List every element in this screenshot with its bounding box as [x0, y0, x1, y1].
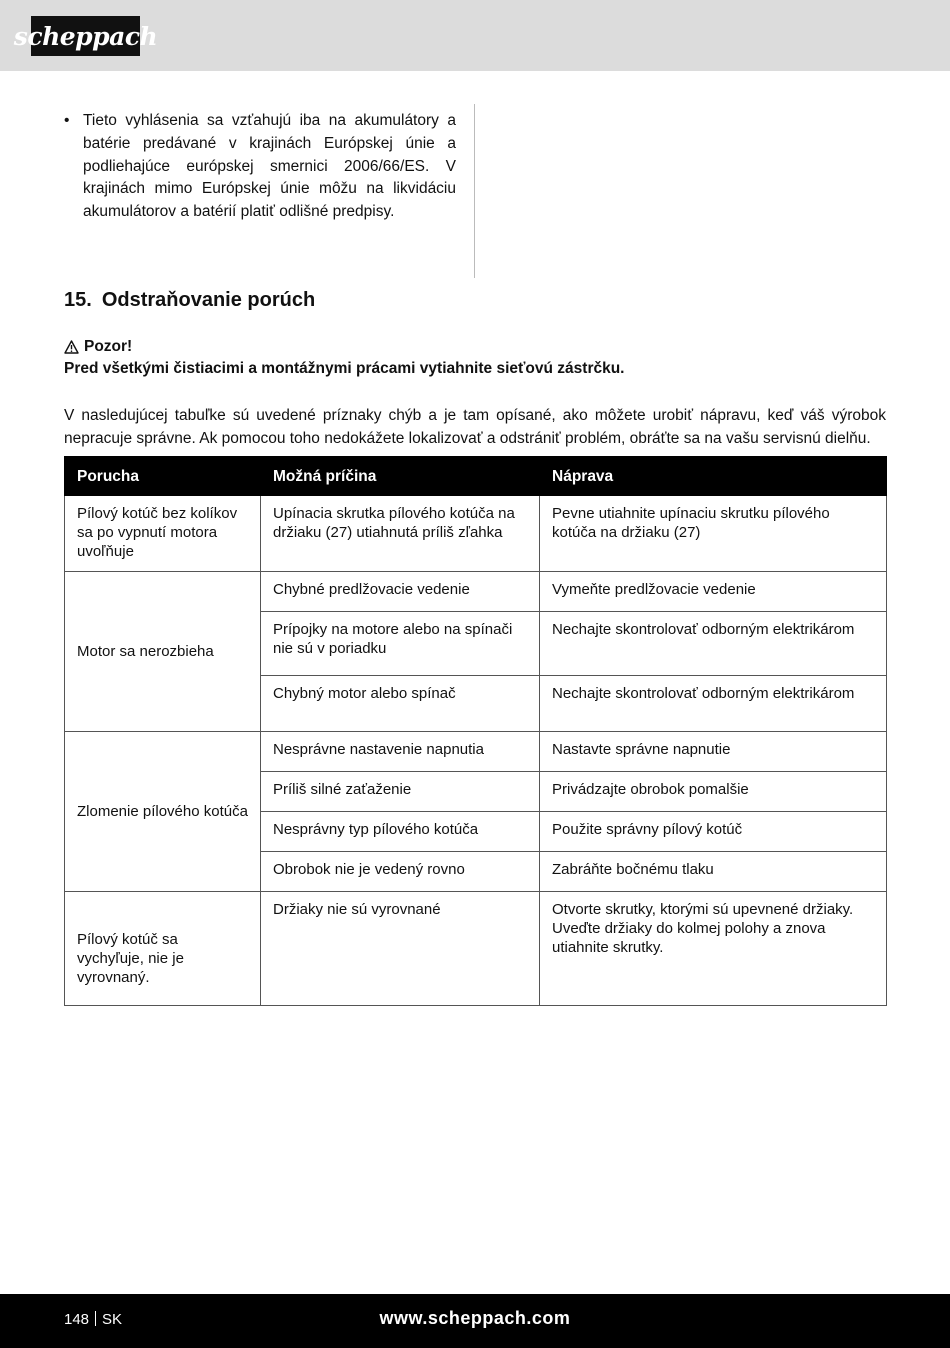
- warning-triangle-icon: [64, 340, 79, 354]
- remedy-cell: Použite správny pílový kotúč: [540, 812, 887, 852]
- warning-text: Pred všetkými čistiacimi a montážnymi prácami vytiahnite sieťovú zástrčku.: [64, 360, 625, 377]
- intro-notice: [64, 110, 456, 224]
- table-header-row: [65, 457, 887, 496]
- column-header-fault: Porucha: [65, 457, 261, 496]
- cause-cell: Nesprávny typ pílového kotúča: [261, 812, 540, 852]
- table-row: [65, 892, 887, 1006]
- intro-text: Tieto vyhlásenia sa vzťahujú iba na akumulátory a batérie predávané v krajinách Európskej únie a podliehajúce európskej smernici 2006/66/ES. V krajinách mimo Európskej únie môžu na likvidáciu akumulátorov a batérií platiť odlišné predpisy.: [83, 112, 456, 221]
- column-header-cause: Možná príčina: [261, 457, 540, 496]
- language-code: SK: [102, 1311, 123, 1328]
- fault-cell: Pílový kotúč bez kolíkov sa po vypnutí motora uvoľňuje: [65, 496, 261, 572]
- scheppach-logo: scheppach: [31, 16, 140, 56]
- section-heading: [64, 289, 315, 312]
- cause-cell: Držiaky nie sú vyrovnané: [261, 892, 540, 1006]
- cause-cell: Prípojky na motore alebo na spínači nie sú v poriadku: [261, 612, 540, 676]
- remedy-cell: Otvorte skrutky, ktorými sú upevnené držiaky. Uveďte držiaky do kolmej polohy a znova utiahnite skrutky.: [540, 892, 887, 1006]
- cause-cell: Príliš silné zaťaženie: [261, 772, 540, 812]
- table-row: [65, 496, 887, 572]
- fault-cell: Zlomenie pílového kotúča: [65, 732, 261, 892]
- fault-cell: Pílový kotúč sa vychyľuje, nie je vyrovnaný.: [65, 892, 261, 1006]
- cause-cell: Chybné predlžovacie vedenie: [261, 572, 540, 612]
- cause-cell: Nesprávne nastavenie napnutia: [261, 732, 540, 772]
- column-divider: [474, 104, 475, 278]
- remedy-cell: Nechajte skontrolovať odborným elektrikárom: [540, 612, 887, 676]
- bullet-icon: •: [64, 112, 70, 129]
- remedy-cell: Nechajte skontrolovať odborným elektrikárom: [540, 676, 887, 732]
- troubleshooting-table: [64, 456, 887, 1006]
- warning-title: Pozor!: [84, 338, 133, 355]
- remedy-cell: Privádzajte obrobok pomalšie: [540, 772, 887, 812]
- page-number: 148: [64, 1311, 90, 1328]
- page-footer: [0, 1294, 950, 1348]
- section-title: Odstraňovanie porúch: [101, 289, 316, 311]
- warning-heading: [64, 338, 132, 356]
- section-number: 15.: [64, 289, 92, 311]
- troubleshooting-intro: V nasledujúcej tabuľke sú uvedené príznaky chýb a je tam opísané, ako môžete urobiť nápravu, keď váš výrobok nepracuje správne. Ak pomocou toho nedokážete lokalizovať a odstrániť problém, obráťte sa na vašu servisnú dielňu.: [64, 407, 886, 447]
- cause-cell: Chybný motor alebo spínač: [261, 676, 540, 732]
- remedy-cell: Zabráňte bočnému tlaku: [540, 852, 887, 892]
- page-header: [0, 0, 950, 71]
- cause-cell: Upínacia skrutka pílového kotúča na držiaku (27) utiahnutá príliš zľahka: [261, 496, 540, 572]
- remedy-cell: Nastavte správne napnutie: [540, 732, 887, 772]
- website-link[interactable]: www.scheppach.com: [379, 1308, 571, 1328]
- remedy-cell: Vymeňte predlžovacie vedenie: [540, 572, 887, 612]
- list-item: [64, 110, 456, 224]
- column-header-remedy: Náprava: [540, 457, 887, 496]
- table-row: [65, 732, 887, 772]
- remedy-cell: Pevne utiahnite upínaciu skrutku pílového kotúča na držiaku (27): [540, 496, 887, 572]
- cause-cell: Obrobok nie je vedený rovno: [261, 852, 540, 892]
- table-row: [65, 572, 887, 612]
- fault-cell: Motor sa nerozbieha: [65, 572, 261, 732]
